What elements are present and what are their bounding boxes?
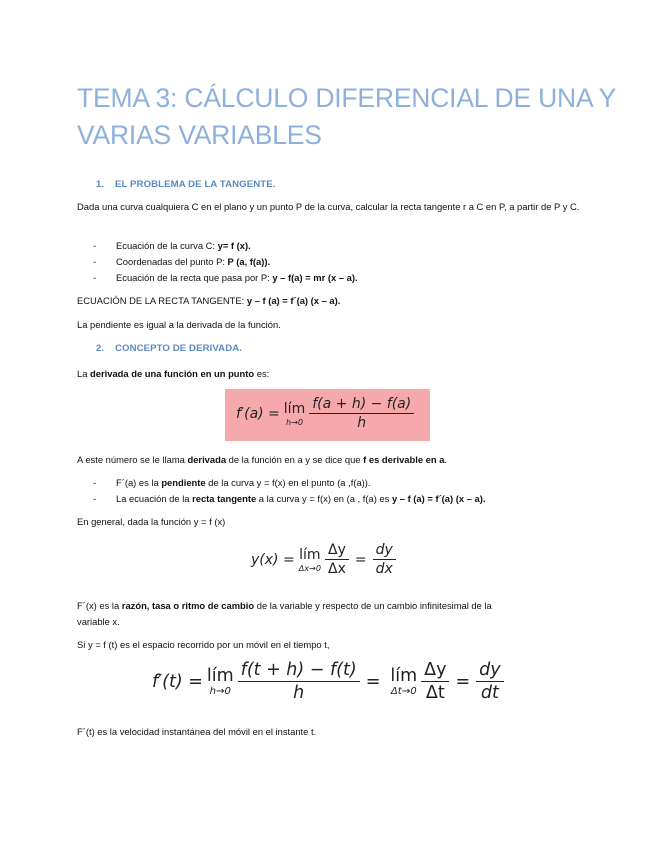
list-item: - Coordenadas del punto P: P (a, f(a)). bbox=[93, 256, 271, 267]
rate-text: F´(x) es la razón, tasa o ritmo de cambio de la variable y respecto de un cambio infinitesimal de la variable x. bbox=[77, 600, 492, 627]
section-1-title: EL PROBLEMA DE LA TANGENTE. bbox=[115, 179, 276, 190]
slope-text: La pendiente es igual a la derivada de la función. bbox=[77, 319, 281, 330]
derivative-formula: f′(a) = lím h→0 $\frac{f(a + h) - f(a)}{h}$ bbox=[236, 396, 414, 431]
section-1-number: 1. bbox=[96, 179, 105, 190]
general-function-text: En general, dada la función y = f (x) bbox=[77, 516, 226, 527]
derivative-definition-text: La derivada de una función en un punto es: bbox=[77, 368, 270, 379]
section-1-heading bbox=[96, 179, 275, 190]
list-item: - Ecuación de la recta que pasa por P: y – f(a) = mr (x – a). bbox=[93, 272, 358, 283]
list-item: - F´(a) es la pendiente de la curva y = f(x) en el punto (a ,f(a)). bbox=[93, 477, 371, 488]
velocity-formula: f′(t) = lím h→0 $\frac{f(t + h) - f(t)}{h}$ = lím Δt→0 $\frac{\Delta y}{\Delta t}$ = $\frac{dy}{dt}$ bbox=[152, 660, 504, 703]
section-2-number: 2. bbox=[96, 343, 105, 354]
section-2-title: CONCEPTO DE DERIVADA. bbox=[115, 343, 243, 354]
list-item: - La ecuación de la recta tangente a la curva y = f(x) en (a , f(a) es y – f (a) = f´(a) (x – a). bbox=[93, 493, 486, 504]
page-title: TEMA 3: CÁLCULO DIFERENCIAL DE UNA Y VARIAS VARIABLES bbox=[77, 83, 616, 150]
list-item: - Ecuación de la curva C: y= f (x). bbox=[93, 240, 251, 251]
velocity-text: F´(t) es la velocidad instantánea del móvil en el instante t. bbox=[77, 726, 317, 737]
mobile-text: Si y = f (t) es el espacio recorrido por un móvil en el tiempo t, bbox=[77, 639, 330, 650]
rate-of-change-formula: y(x) = lím Δx→0 $\frac{\Delta y}{\Delta x}$ = $\frac{dy}{dx}$ bbox=[251, 542, 396, 577]
section-1-intro: Dada una curva cualquiera C en el plano y un punto P de la curva, calcular la recta tangente r a C en P, a partir de P y C. bbox=[77, 201, 580, 212]
derivable-text: A este número se le llama derivada de la función en a y se dice que f es derivable en a. bbox=[77, 454, 448, 465]
tangent-equation-text: ECUACIÓN DE LA RECTA TANGENTE: y – f (a) = f´(a) (x – a). bbox=[77, 295, 341, 306]
section-2-heading bbox=[96, 343, 242, 354]
